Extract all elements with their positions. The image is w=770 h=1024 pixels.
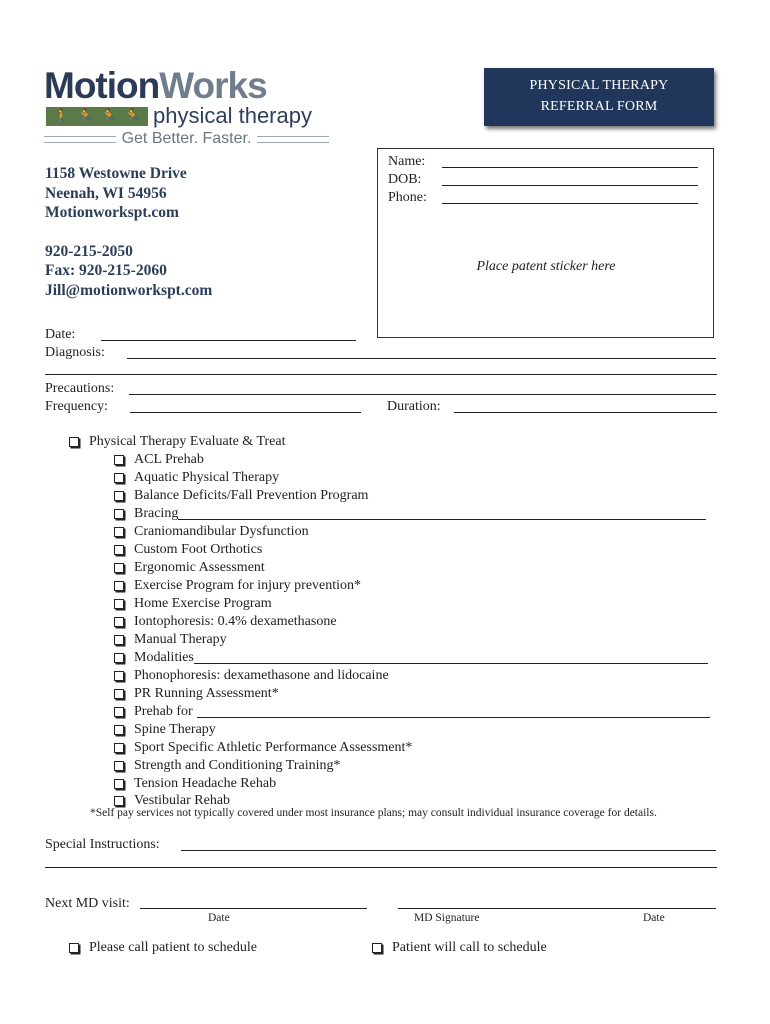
- frequency-label: Frequency:: [45, 399, 108, 414]
- signature-date-caption: Date: [643, 912, 665, 924]
- patient-phone-label: Phone:: [388, 190, 427, 205]
- service-checkbox[interactable]: [114, 451, 204, 468]
- service-checkbox[interactable]: [114, 721, 216, 738]
- service-checkbox[interactable]: [114, 577, 361, 594]
- service-label: Exercise Program for injury prevention*: [134, 578, 362, 593]
- checkbox-icon[interactable]: [114, 455, 124, 465]
- form-title-line2: REFERRAL FORM: [540, 99, 658, 114]
- address-city: Neenah, WI 54956: [45, 184, 167, 202]
- checkbox-icon[interactable]: [114, 707, 124, 717]
- service-label: Aquatic Physical Therapy: [134, 470, 280, 485]
- runner-icons-bar: [46, 107, 148, 126]
- service-label: Vestibular Rehab: [134, 793, 231, 808]
- checkbox-icon[interactable]: [372, 943, 382, 953]
- sticker-note: Place patent sticker here: [476, 259, 616, 274]
- service-checkbox[interactable]: [114, 775, 276, 792]
- service-label: Spine Therapy: [134, 722, 216, 737]
- runner-icon: 🏃: [124, 109, 141, 124]
- service-label: Sport Specific Athletic Performance Assessment*: [134, 740, 413, 755]
- checkbox-icon[interactable]: [114, 527, 124, 537]
- service-label: Phonophoresis: dexamethasone and lidocaine: [134, 668, 389, 683]
- address-email: Jill@motionworkspt.com: [45, 281, 213, 299]
- address-phone: 920-215-2050: [45, 242, 133, 260]
- precautions-label: Precautions:: [45, 381, 115, 396]
- service-label: Tension Headache Rehab: [134, 776, 277, 791]
- service-checkbox[interactable]: [114, 541, 262, 558]
- service-label: Strength and Conditioning Training*: [134, 758, 341, 773]
- patient-dob-label: DOB:: [388, 172, 422, 187]
- service-label: Craniomandibular Dysfunction: [134, 524, 309, 539]
- special-instructions-label: Special Instructions:: [45, 837, 160, 852]
- form-title-box: [484, 68, 714, 126]
- logo-tagline: [44, 130, 329, 148]
- checkbox-icon[interactable]: [114, 491, 124, 501]
- checkbox-icon[interactable]: [114, 761, 124, 771]
- patient-will-call-checkbox[interactable]: [372, 939, 547, 956]
- date-line[interactable]: [101, 340, 356, 341]
- tagline-text: Get Better. Faster.: [121, 130, 252, 147]
- next-md-visit-label: Next MD visit:: [45, 896, 130, 911]
- checkbox-icon[interactable]: [114, 779, 124, 789]
- patient-phone-field[interactable]: [388, 189, 442, 206]
- pt-evaluate-treat-label: Physical Therapy Evaluate & Treat: [89, 434, 286, 449]
- patient-dob-line[interactable]: [442, 185, 698, 186]
- service-checkbox-modalities[interactable]: [114, 649, 708, 666]
- patient-name-field[interactable]: [388, 153, 442, 170]
- checkbox-icon[interactable]: [114, 689, 124, 699]
- service-checkbox[interactable]: [114, 559, 265, 576]
- service-label: Manual Therapy: [134, 632, 227, 647]
- md-signature-caption: MD Signature: [414, 912, 480, 924]
- modalities-line[interactable]: [194, 652, 708, 664]
- next-md-visit-line[interactable]: [140, 908, 367, 909]
- checkbox-icon[interactable]: [114, 743, 124, 753]
- service-label: Balance Deficits/Fall Prevention Program: [134, 488, 369, 503]
- address-fax: Fax: 920-215-2060: [45, 262, 167, 279]
- patient-sticker-box: [377, 148, 714, 338]
- checkbox-icon[interactable]: [114, 509, 124, 519]
- service-checkbox-bracing[interactable]: [114, 505, 706, 522]
- tagline-rule-left: [44, 136, 116, 143]
- patient-dob-field[interactable]: [388, 171, 442, 188]
- address-website: Motionworkspt.com: [45, 204, 179, 221]
- address-street: 1158 Westowne Drive: [45, 165, 187, 182]
- service-checkbox-prehab-for[interactable]: [114, 703, 710, 720]
- service-label: Home Exercise Program: [134, 596, 272, 611]
- md-signature-line[interactable]: [398, 908, 716, 909]
- diagnosis-line-2[interactable]: [45, 374, 717, 375]
- tagline-rule-right: [257, 136, 329, 143]
- runner-icon: 🏃: [77, 109, 94, 124]
- patient-name-line[interactable]: [442, 167, 698, 168]
- service-checkbox[interactable]: [114, 469, 279, 486]
- service-checkbox[interactable]: [114, 667, 389, 684]
- call-patient-label: Please call patient to schedule: [89, 940, 257, 955]
- service-label: Prehab for: [134, 704, 193, 719]
- service-checkbox[interactable]: [114, 685, 279, 702]
- duration-line[interactable]: [454, 412, 717, 413]
- logo-wordmark: [44, 66, 267, 106]
- form-title-line1: PHYSICAL THERAPY: [529, 78, 669, 93]
- service-label: Bracing: [134, 506, 179, 521]
- special-instructions-line-2[interactable]: [45, 867, 717, 868]
- company-logo: [44, 66, 329, 152]
- service-checkbox[interactable]: [114, 613, 337, 630]
- runner-icon: 🏃: [100, 109, 117, 124]
- bracing-line[interactable]: [178, 508, 706, 520]
- precautions-line[interactable]: [129, 394, 716, 395]
- special-instructions-line[interactable]: [181, 850, 716, 851]
- checkbox-icon[interactable]: [114, 725, 124, 735]
- pt-evaluate-treat-checkbox[interactable]: [69, 433, 285, 450]
- checkbox-icon[interactable]: [114, 545, 124, 555]
- checkbox-icon[interactable]: [114, 563, 124, 573]
- checkbox-icon[interactable]: [114, 671, 124, 681]
- service-checkbox[interactable]: [114, 595, 272, 612]
- date-label: Date:: [45, 327, 76, 342]
- checkbox-icon[interactable]: [114, 473, 124, 483]
- frequency-line[interactable]: [130, 412, 361, 413]
- duration-label: Duration:: [387, 399, 441, 414]
- service-checkbox[interactable]: [114, 757, 341, 774]
- diagnosis-label: Diagnosis:: [45, 345, 105, 360]
- checkbox-icon[interactable]: [114, 617, 124, 627]
- logo-works-text: Works: [159, 65, 267, 106]
- walker-icon: 🚶: [53, 109, 70, 124]
- service-checkbox[interactable]: [114, 523, 309, 540]
- date-caption: Date: [208, 912, 230, 924]
- checkbox-icon[interactable]: [114, 653, 124, 663]
- call-patient-checkbox[interactable]: [69, 939, 257, 956]
- service-checkbox[interactable]: [114, 631, 227, 648]
- service-label: ACL Prehab: [134, 452, 204, 467]
- logo-subtitle: physical therapy: [153, 103, 312, 128]
- checkbox-icon[interactable]: [69, 943, 79, 953]
- checkbox-icon[interactable]: [114, 581, 124, 591]
- service-label: PR Running Assessment*: [134, 686, 279, 701]
- service-label: Modalities: [134, 650, 194, 665]
- self-pay-footnote: *Self pay services not typically covered under most insurance plans; may consult individual insurance coverage for details.: [90, 807, 657, 819]
- checkbox-icon[interactable]: [114, 635, 124, 645]
- patient-phone-line[interactable]: [442, 203, 698, 204]
- logo-motion-text: Motion: [44, 65, 160, 106]
- service-checkbox[interactable]: [114, 487, 368, 504]
- service-label: Custom Foot Orthotics: [134, 542, 263, 557]
- service-label: Iontophoresis: 0.4% dexamethasone: [134, 614, 337, 629]
- checkbox-icon[interactable]: [114, 796, 124, 806]
- clinic-address: [45, 164, 212, 300]
- checkbox-icon[interactable]: [114, 599, 124, 609]
- service-checkbox[interactable]: [114, 739, 412, 756]
- patient-name-label: Name:: [388, 154, 426, 169]
- checkbox-icon[interactable]: [69, 437, 79, 447]
- patient-will-call-label: Patient will call to schedule: [392, 940, 547, 955]
- service-label: Ergonomic Assessment: [134, 560, 265, 575]
- diagnosis-line[interactable]: [127, 358, 716, 359]
- prehab-for-line[interactable]: [197, 706, 710, 718]
